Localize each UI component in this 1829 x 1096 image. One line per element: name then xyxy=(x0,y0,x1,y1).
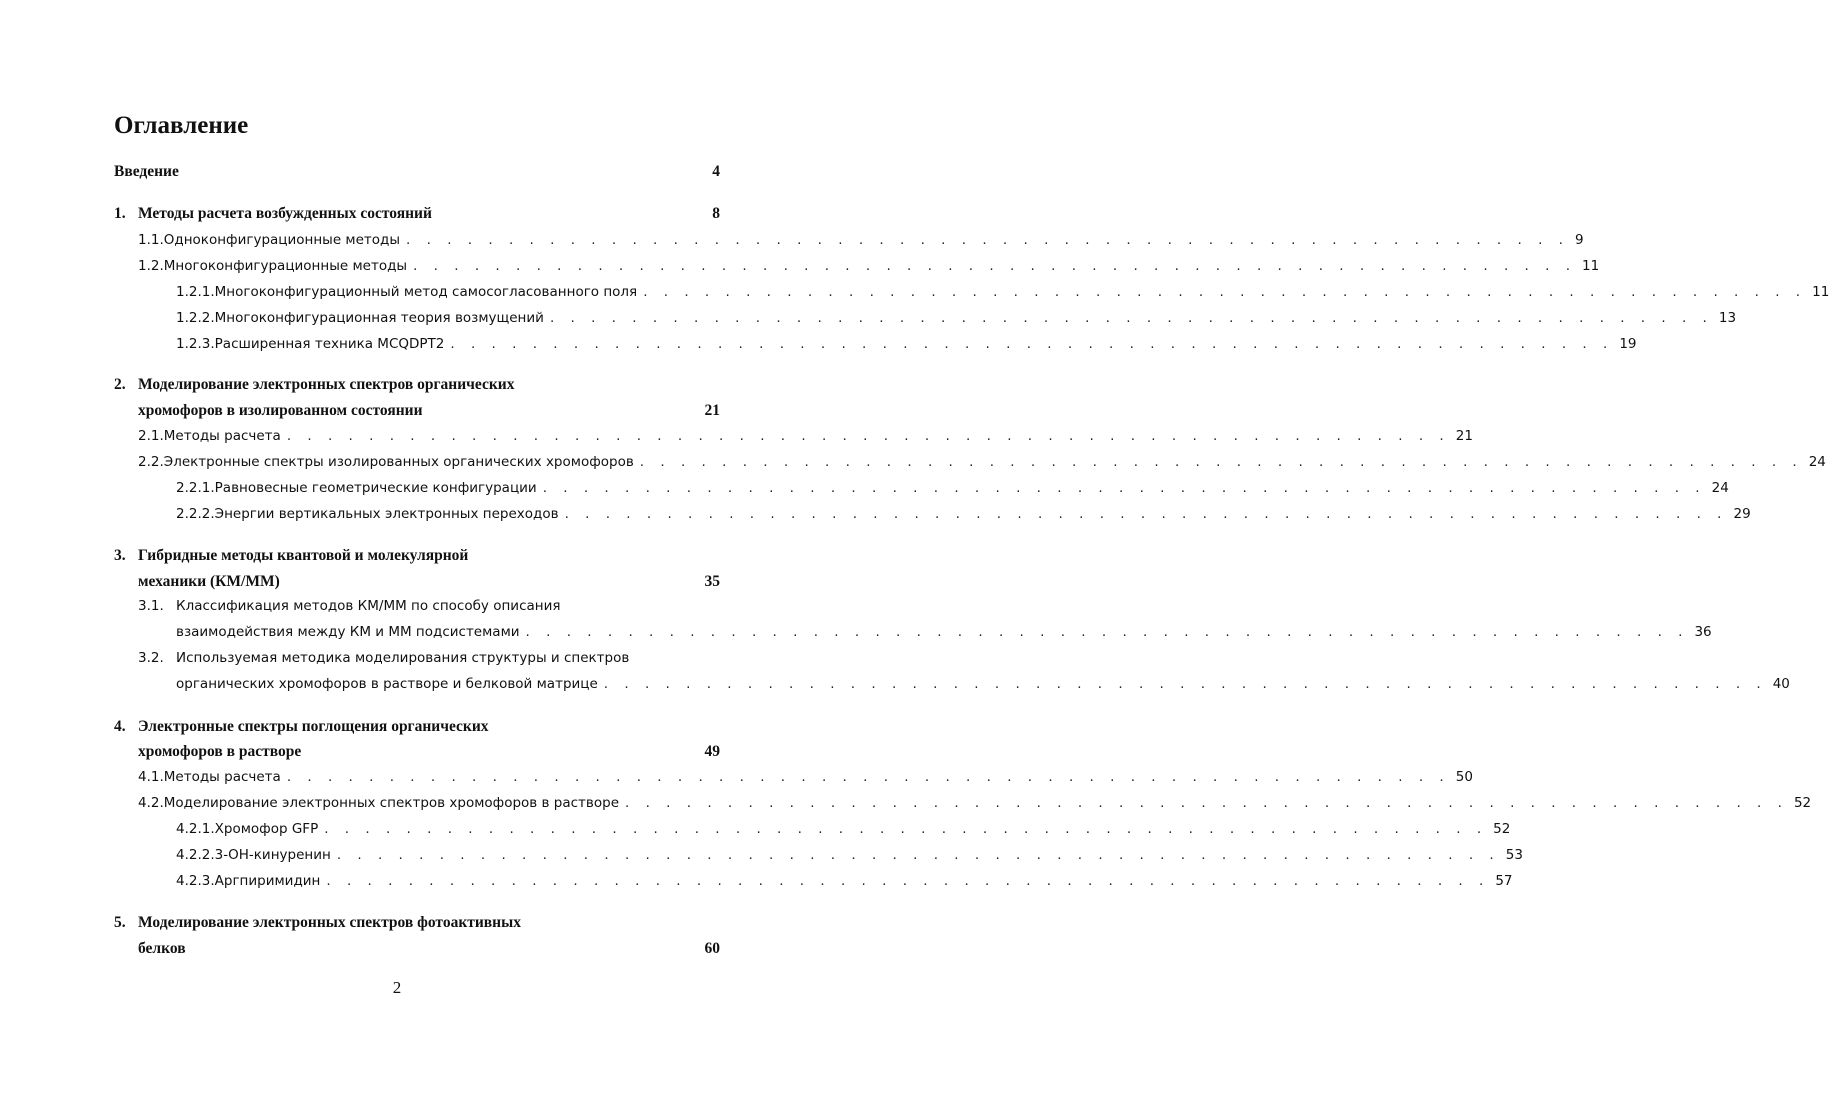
toc-chapter-title: хромофоров в растворе xyxy=(138,743,302,760)
toc-chapter-page: 8 xyxy=(712,205,720,222)
toc-leader-dots: . . . . . . . . . . . . . . . . . . . . . . . . . . . . . . . . . . . . . . . . . . . . . . . . . . . . . . . . . xyxy=(525,624,1689,640)
toc-leader-dots: . . . . . . . . . . . . . . . . . . . . . . . . . . . . . . . . . . . . . . . . . . . . . . . . . . . . . . . . . xyxy=(336,847,1500,863)
toc-subsection-number: 2.2.2. xyxy=(176,506,215,522)
toc-subsection-page: 52 xyxy=(1493,821,1511,837)
toc-section-title: органических хромофоров в растворе и белковой матрице xyxy=(176,676,598,692)
toc-subsection-number: 4.2.1. xyxy=(176,821,215,837)
toc-chapter-page: 35 xyxy=(704,573,720,590)
toc-section-number: 1.2. xyxy=(138,258,164,274)
toc-chapter-title: Методы расчета возбужденных состояний xyxy=(138,205,432,222)
toc-section-title: Методы расчета xyxy=(163,428,281,444)
toc-section-2-2[interactable] xyxy=(0,454,1826,474)
toc-leader-dots: . . . . . . . . . . . . . . . . . . . . . . . . . . . . . . . . . . . . . . . . . . . . . . . . . . . . . . . . . xyxy=(564,506,1728,522)
toc-leader-dots: . . . . . . . . . . . . . . . . . . . . . . . . . . . . . . . . . . . . . . . . . . . . . . . . . . . . . . . . . xyxy=(413,258,1576,274)
toc-subsection-title: Хромофор GFP xyxy=(214,821,319,837)
toc-section-page: 21 xyxy=(1455,428,1473,444)
toc-subsection-page: 57 xyxy=(1495,873,1513,889)
toc-section-number: 4.2. xyxy=(138,795,164,811)
toc-chapter-title: Гибридные методы квантовой и молекулярной xyxy=(138,547,469,564)
toc-chapter-5-line2[interactable] xyxy=(0,940,794,960)
toc-leader-dots: . . . . . . . . . . . . . . . . . . . . . . . . . . . . . . . . . . . . . . . . . . . . . . . . . . . . . . . . . xyxy=(639,454,1803,470)
toc-subsection-title: Равновесные геометрические конфигурации xyxy=(214,480,537,496)
toc-leader-dots: . . . . . . . . . . . . . . . . . . . . . . . . . . . . . . . . . . . . . . . . . . . . . . . . . . . . . . . . . xyxy=(286,428,1450,444)
toc-chapter-number: 3. xyxy=(114,547,126,564)
toc-subsection-title: Аргпиримидин xyxy=(214,873,321,889)
toc-section-3-2-line2[interactable] xyxy=(0,676,1790,696)
toc-chapter-page: 49 xyxy=(704,743,720,760)
toc-chapter-page: 60 xyxy=(704,940,720,957)
toc-section-4-1[interactable] xyxy=(0,769,1473,789)
toc-chapter-number: 5. xyxy=(114,914,126,931)
toc-chapter-title: Моделирование электронных спектров фотоактивных xyxy=(138,914,521,931)
toc-chapter-title: механики (КМ/ММ) xyxy=(138,573,280,590)
toc-leader-dots: . . . . . . . . . . . . . . . . . . . . . . . . . . . . . . . . . . . . . . . . . . . . . . . . . . . . . . . . . xyxy=(406,232,1569,248)
toc-subsection-number: 1.2.2. xyxy=(176,310,215,326)
toc-leader-dots: . . . . . . . . . . . . . . . . . . . . . . . . . . . . . . . . . . . . . . . . . . . . . . . . . . . . . . . . . xyxy=(542,480,1706,496)
toc-entry-intro[interactable] xyxy=(0,163,794,183)
toc-section-number: 2.2. xyxy=(138,454,164,470)
toc-section-number: 4.1. xyxy=(138,769,164,785)
toc-subsection-title: Энергии вертикальных электронных переходов xyxy=(214,506,559,522)
toc-chapter-number: 4. xyxy=(114,718,126,735)
toc-subsection-page: 24 xyxy=(1711,480,1729,496)
toc-section-1-2[interactable] xyxy=(0,258,1600,278)
toc-section-title: Многоконфигурационные методы xyxy=(163,258,408,274)
toc-subsection-number: 1.2.1. xyxy=(176,284,215,300)
toc-section-title: взаимодействия между КМ и ММ подсистемами xyxy=(176,624,520,640)
toc-section-3-2-line1[interactable] xyxy=(0,650,794,670)
toc-entry-page: 4 xyxy=(712,163,720,180)
toc-subsection-title: Многоконфигурационная теория возмущений xyxy=(214,310,544,326)
toc-subsection-page: 11 xyxy=(1812,284,1829,300)
toc-subsection-title: Расширенная техника MCQDPT2 xyxy=(214,336,445,352)
toc-entry-title: Введение xyxy=(114,163,179,180)
toc-chapter-3-line2[interactable] xyxy=(0,573,794,593)
toc-chapter-4-line1[interactable] xyxy=(0,718,794,738)
toc-subsection-title: Многоконфигурационный метод самосогласованного поля xyxy=(214,284,638,300)
toc-section-2-1[interactable] xyxy=(0,428,1473,448)
toc-section-title: Классификация методов КМ/ММ по способу описания xyxy=(176,598,561,614)
toc-leader-dots: . . . . . . . . . . . . . . . . . . . . . . . . . . . . . . . . . . . . . . . . . . . . . . . . . . . . . . . . . xyxy=(549,310,1713,326)
toc-chapter-2-line1[interactable] xyxy=(0,376,794,396)
toc-subsection-2-2-2[interactable] xyxy=(0,506,1751,526)
toc-leader-dots: . . . . . . . . . . . . . . . . . . . . . . . . . . . . . . . . . . . . . . . . . . . . . . . . . . . . . . . . . xyxy=(643,284,1807,300)
page-number: 2 xyxy=(392,978,402,997)
toc-subsection-1-2-1[interactable] xyxy=(0,284,1829,304)
toc-section-title: Методы расчета xyxy=(163,769,281,785)
toc-subsection-page: 13 xyxy=(1718,310,1737,326)
toc-chapter-1[interactable] xyxy=(0,205,794,225)
toc-chapter-number: 2. xyxy=(114,376,126,393)
toc-section-number: 1.1. xyxy=(138,232,164,248)
toc-leader-dots: . . . . . . . . . . . . . . . . . . . . . . . . . . . . . . . . . . . . . . . . . . . . . . . . . . . . . . . . . xyxy=(326,873,1490,889)
toc-leader-dots: . . . . . . . . . . . . . . . . . . . . . . . . . . . . . . . . . . . . . . . . . . . . . . . . . . . . . . . . . xyxy=(324,821,1488,837)
toc-subsection-title: 3-ОН-кинуренин xyxy=(214,847,331,863)
toc-section-number: 3.1. xyxy=(138,598,164,614)
toc-subsection-1-2-2[interactable] xyxy=(0,310,1737,330)
toc-section-number: 2.1. xyxy=(138,428,164,444)
toc-section-number: 3.2. xyxy=(138,650,164,666)
toc-chapter-title: Электронные спектры поглощения органических xyxy=(138,718,489,735)
toc-chapter-5-line1[interactable] xyxy=(0,914,794,934)
toc-leader-dots: . . . . . . . . . . . . . . . . . . . . . . . . . . . . . . . . . . . . . . . . . . . . . . . . . . . . . . . . . xyxy=(286,769,1450,785)
toc-subsection-number: 1.2.3. xyxy=(176,336,215,352)
toc-subsection-number: 4.2.3. xyxy=(176,873,215,889)
toc-subsection-4-2-3[interactable] xyxy=(0,873,1513,893)
toc-section-3-1-line1[interactable] xyxy=(0,598,794,618)
toc-subsection-number: 4.2.2. xyxy=(176,847,215,863)
toc-chapter-title: белков xyxy=(138,940,186,957)
toc-section-1-1[interactable] xyxy=(0,232,1584,252)
toc-section-title: Моделирование электронных спектров хромофоров в растворе xyxy=(163,795,620,811)
toc-leader-dots: . . . . . . . . . . . . . . . . . . . . . . . . . . . . . . . . . . . . . . . . . . . . . . . . . . . . . . . . . xyxy=(603,676,1767,692)
toc-subsection-2-2-1[interactable] xyxy=(0,480,1729,500)
toc-subsection-1-2-3[interactable] xyxy=(0,336,1637,356)
toc-subsection-number: 2.2.1. xyxy=(176,480,215,496)
toc-chapter-4-line2[interactable] xyxy=(0,743,794,763)
toc-section-4-2[interactable] xyxy=(0,795,1812,815)
toc-chapter-title: Моделирование электронных спектров органических xyxy=(138,376,515,393)
toc-chapter-title: хромофоров в изолированном состоянии xyxy=(138,402,423,419)
toc-leader-dots: . . . . . . . . . . . . . . . . . . . . . . . . . . . . . . . . . . . . . . . . . . . . . . . . . . . . . . . . . xyxy=(625,795,1788,811)
toc-section-page: 50 xyxy=(1455,769,1473,785)
toc-subsection-page: 19 xyxy=(1619,336,1637,352)
page-title: Оглавление xyxy=(114,112,249,139)
toc-section-title: Используемая методика моделирования структуры и спектров xyxy=(176,650,630,666)
toc-subsection-4-2-1[interactable] xyxy=(0,821,1511,841)
toc-chapter-3-line1[interactable] xyxy=(0,547,794,567)
toc-section-page: 40 xyxy=(1772,676,1790,692)
toc-section-page: 9 xyxy=(1574,232,1584,248)
toc-leader-dots: . . . . . . . . . . . . . . . . . . . . . . . . . . . . . . . . . . . . . . . . . . . . . . . . . . . . . . . . . xyxy=(450,336,1614,352)
toc-chapter-2-line2[interactable] xyxy=(0,402,794,422)
toc-chapter-page: 21 xyxy=(704,402,720,419)
toc-section-title: Одноконфигурационные методы xyxy=(163,232,401,248)
toc-chapter-number: 1. xyxy=(114,205,126,222)
toc-section-page: 24 xyxy=(1808,454,1826,470)
toc-section-title: Электронные спектры изолированных органических хромофоров xyxy=(163,454,634,470)
toc-subsection-page: 29 xyxy=(1733,506,1751,522)
toc-subsection-4-2-2[interactable] xyxy=(0,847,1523,867)
toc-section-page: 11 xyxy=(1582,258,1600,274)
toc-subsection-page: 53 xyxy=(1505,847,1523,863)
toc-section-3-1-line2[interactable] xyxy=(0,624,1712,644)
toc-section-page: 52 xyxy=(1793,795,1812,811)
toc-section-page: 36 xyxy=(1694,624,1712,640)
